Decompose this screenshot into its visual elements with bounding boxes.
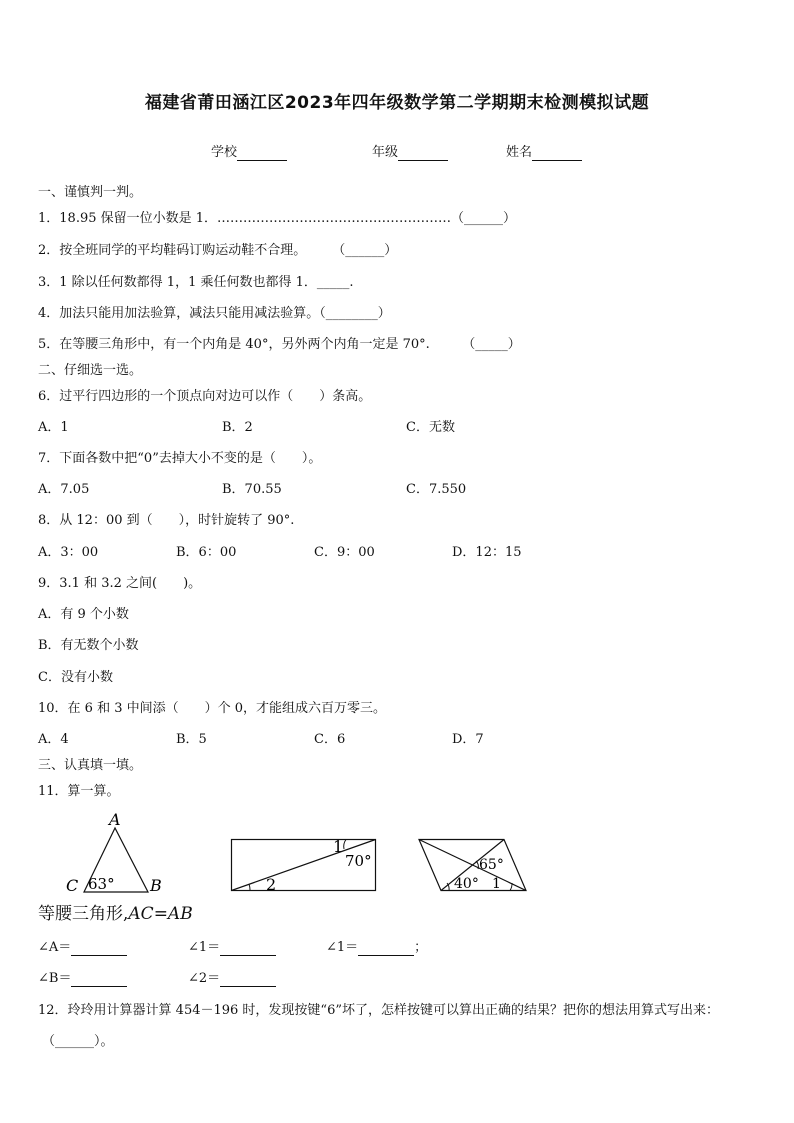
q6-option-a[interactable]: A．1 <box>38 420 69 435</box>
name-blank[interactable] <box>532 145 582 161</box>
name-label: 姓名 <box>506 145 533 160</box>
question-1: 1．18.95 保留一位小数是 1．………………………………………………（______） <box>38 211 517 226</box>
answer-angle-a <box>38 936 127 956</box>
answer-angle-1a <box>188 936 276 956</box>
q8-option-b[interactable]: B．6：00 <box>176 545 237 560</box>
angle-63-label: 63° <box>88 875 115 893</box>
caption-math: AC=AB <box>128 904 193 924</box>
question-12-line-2: （______）。 <box>42 1034 114 1049</box>
angle-65-label: 65° <box>479 857 504 873</box>
question-9-stem: 9．3.1 和 3.2 之间( )。 <box>38 576 202 591</box>
vertex-b-label: B <box>150 876 162 895</box>
angle-40-label: 40° <box>454 876 479 892</box>
figure-caption <box>38 899 193 924</box>
vertex-c-label: C <box>66 876 79 895</box>
answer-angle-1b-blank[interactable] <box>358 940 414 956</box>
answer-angle-1b-label: ∠1＝ <box>326 940 359 955</box>
answer-tail: ； <box>414 940 428 955</box>
caption-text: 等腰三角形, <box>38 904 129 924</box>
answer-angle-2 <box>188 967 276 987</box>
answer-angle-b <box>38 967 127 987</box>
answer-angle-1b <box>326 936 427 956</box>
answer-angle-a-blank[interactable] <box>71 940 127 956</box>
q8-option-c[interactable]: C．9：00 <box>314 545 375 560</box>
q10-option-d[interactable]: D．7 <box>452 732 484 747</box>
question-7-stem: 7．下面各数中把“0”去掉大小不变的是（ ）。 <box>38 451 322 466</box>
name-field <box>506 141 582 161</box>
answer-angle-a-label: ∠A＝ <box>38 940 72 955</box>
q10-option-b[interactable]: B．5 <box>176 732 207 747</box>
angle-1-label: 1 <box>333 837 344 856</box>
school-label: 学校 <box>211 145 238 160</box>
answer-angle-b-blank[interactable] <box>71 971 127 987</box>
q6-option-b[interactable]: B．2 <box>222 420 253 435</box>
question-2: 2．按全班同学的平均鞋码订购运动鞋不合理。 （______） <box>38 243 398 258</box>
q10-option-a[interactable]: A．4 <box>38 732 69 747</box>
answer-angle-2-blank[interactable] <box>220 971 276 987</box>
q9-option-c[interactable]: C．没有小数 <box>38 670 113 685</box>
page-title: 福建省莆田涵江区2023年四年级数学第二学期期末检测模拟试题 <box>144 93 650 113</box>
answer-angle-1a-blank[interactable] <box>220 940 276 956</box>
question-11-stem: 11．算一算。 <box>38 784 120 799</box>
q7-option-b[interactable]: B．70.55 <box>222 482 282 497</box>
rectangle-diagonal-figure <box>228 836 380 894</box>
q9-option-a[interactable]: A．有 9 个小数 <box>38 607 129 622</box>
section-3-heading: 三、认真填一填。 <box>38 758 143 773</box>
q7-option-c[interactable]: C．7.550 <box>406 482 467 497</box>
question-8-stem: 8．从 12：00 到（ ），时针旋转了 90°. <box>38 513 295 528</box>
school-field <box>211 141 287 161</box>
parallelogram-figure <box>416 836 528 894</box>
answer-angle-1a-label: ∠1＝ <box>188 940 221 955</box>
question-3: 3．1 除以任何数都得 1，1 乘任何数也都得 1．_____. <box>38 275 354 290</box>
q10-option-c[interactable]: C．6 <box>314 732 346 747</box>
q7-option-a[interactable]: A．7.05 <box>38 482 90 497</box>
question-4: 4．加法只能用加法验算，减法只能用减法验算。（________） <box>38 306 391 321</box>
angle-70-label: 70° <box>345 852 372 870</box>
q8-option-d[interactable]: D．12：15 <box>452 545 522 560</box>
angle-2-label: 2 <box>266 875 277 894</box>
question-12-line-1: 12．玲玲用计算器计算 454－196 时，发现按键“6”坏了，怎样按键可以算出正确的结果？把你的想法用算式写出来： <box>38 1003 719 1018</box>
section-2-heading: 二、仔细选一选。 <box>38 363 143 378</box>
school-blank[interactable] <box>237 145 287 161</box>
question-6-stem: 6．过平行四边形的一个顶点向对边可以作（ ）条高。 <box>38 389 372 404</box>
angle-2-arc <box>249 884 250 891</box>
question-5: 5．在等腰三角形中，有一个内角是 40°，另外两个内角一定是 70°. （_____） <box>38 337 521 352</box>
grade-blank[interactable] <box>398 145 448 161</box>
answer-angle-b-label: ∠B＝ <box>38 971 72 986</box>
isosceles-triangle-figure <box>60 810 170 896</box>
q6-option-c[interactable]: C．无数 <box>406 420 455 435</box>
question-10-stem: 10．在 6 和 3 中间添（ ）个 0，才能组成六百万零三。 <box>38 701 387 716</box>
grade-field <box>372 141 448 161</box>
q9-option-b[interactable]: B．有无数个小数 <box>38 638 139 653</box>
grade-label: 年级 <box>372 145 399 160</box>
answer-angle-2-label: ∠2＝ <box>188 971 221 986</box>
angle-1-label-para: 1 <box>492 876 501 892</box>
angle-1-arc <box>344 840 346 850</box>
angle-1-arc-para <box>510 883 512 891</box>
q8-option-a[interactable]: A．3：00 <box>38 545 99 560</box>
section-1-heading: 一、谨慎判一判。 <box>38 185 143 200</box>
vertex-a-label: A <box>109 810 121 829</box>
